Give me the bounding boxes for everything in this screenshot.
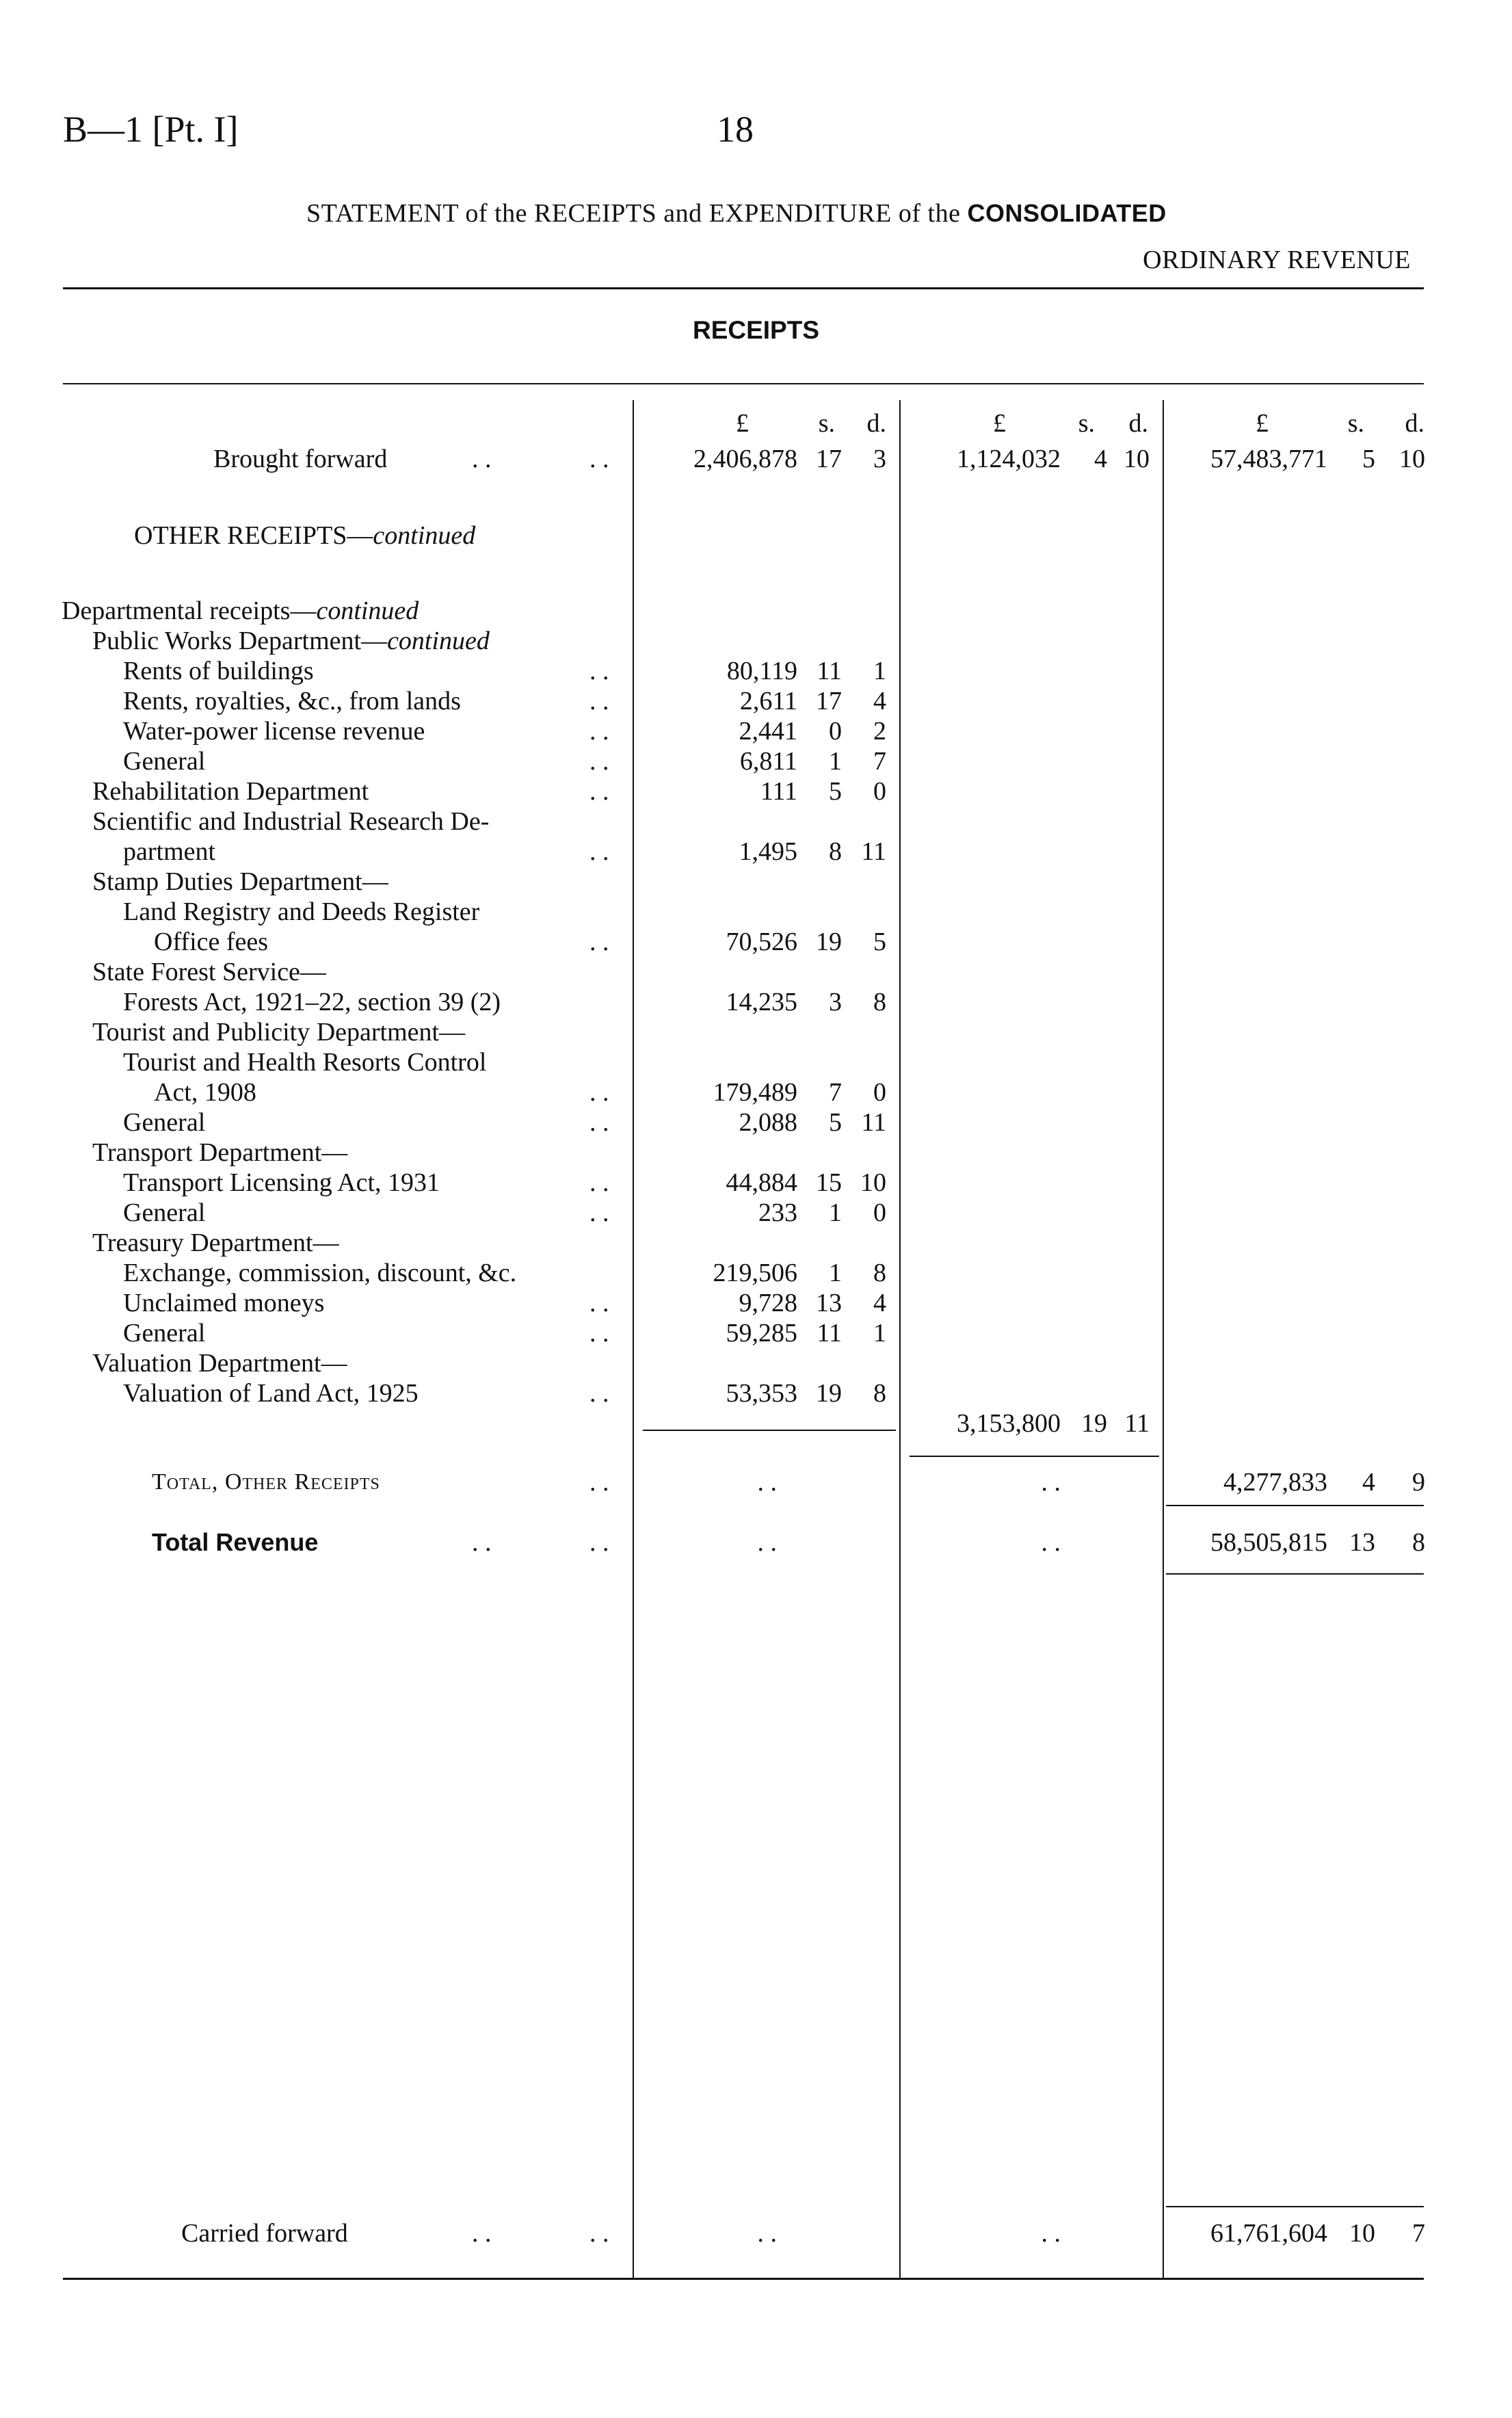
receipt-row <box>0 1227 1512 1259</box>
col2-shillings-unit: s. <box>1078 409 1095 438</box>
col1-pounds: 2,611 <box>739 687 797 715</box>
total-revenue-label: Total Revenue <box>152 1528 319 1556</box>
leader-dots: . . <box>472 445 492 473</box>
receipt-row-label: Tourist and Health Resorts Control <box>123 1048 487 1077</box>
receipt-row <box>0 1107 1512 1138</box>
col1-pounds: 2,088 <box>739 1108 797 1137</box>
brought-forward-label: Brought forward <box>213 445 388 473</box>
col1-shillings: 5 <box>829 777 842 806</box>
col1-pence: 0 <box>873 777 886 806</box>
col1-pounds: 233 <box>758 1198 797 1227</box>
leader-dots: . . <box>589 777 609 806</box>
receipt-row-label: Water-power license revenue <box>123 717 425 746</box>
brought-forward-row <box>0 443 1512 475</box>
col1-pence: 1 <box>873 657 886 685</box>
receipt-row-label: Rents, royalties, &c., from lands <box>123 687 461 715</box>
statement-title-text: STATEMENT of the RECEIPTS and EXPENDITURE of the <box>306 199 968 228</box>
receipt-row <box>0 1197 1512 1228</box>
col1-shillings: 11 <box>817 1319 842 1348</box>
col1-shillings: 1 <box>829 747 842 776</box>
units-row <box>0 408 1512 439</box>
receipt-row-label: Scientific and Industrial Research De- <box>92 807 490 836</box>
receipt-row-label: General <box>123 1108 206 1137</box>
col2-subtotal-rule <box>910 1456 1159 1457</box>
receipt-row-label: General <box>123 747 206 776</box>
receipt-row-label: Rents of buildings <box>123 657 314 685</box>
leader-dots: . . <box>589 837 609 866</box>
receipt-row <box>0 625 1512 657</box>
receipt-row-label: Act, 1908 <box>154 1078 256 1107</box>
col2-subtotal-shillings: 19 <box>1081 1409 1107 1438</box>
total-other-receipts-row <box>0 1467 1512 1498</box>
receipt-row-label: Valuation Department— <box>92 1349 347 1378</box>
receipt-row-label: Stamp Duties Department— <box>92 867 388 896</box>
receipt-row-label: Transport Department— <box>92 1138 348 1167</box>
receipt-row <box>0 1077 1512 1108</box>
col1-shillings: 3 <box>829 988 842 1016</box>
col1-pounds: 9,728 <box>739 1289 797 1317</box>
col1-pence: 1 <box>873 1319 886 1348</box>
statement-title-bold: CONSOLIDATED <box>967 199 1167 227</box>
col3-pounds: 57,483,771 <box>1210 445 1327 473</box>
col1-pence: 4 <box>873 1289 886 1317</box>
col1-pounds: 2,441 <box>739 717 797 746</box>
col1-dots: . . <box>757 1528 777 1557</box>
receipt-row <box>0 1378 1512 1409</box>
leader-dots: . . <box>589 717 609 746</box>
leader-dots: . . <box>589 687 609 715</box>
col1-pounds: 44,884 <box>726 1168 797 1197</box>
leader-dots: . . <box>589 1528 609 1557</box>
col1-shillings: 17 <box>816 687 842 715</box>
document-reference: B—1 [Pt. I] <box>63 109 239 150</box>
leader-dots: . . <box>589 1289 609 1317</box>
receipt-row-label: partment <box>123 837 216 866</box>
total-revenue-rule <box>1166 1573 1424 1575</box>
receipt-row <box>0 1317 1512 1349</box>
table-bottom-rule <box>63 2278 1424 2280</box>
col1-shillings: 0 <box>829 717 842 746</box>
receipt-row <box>0 806 1512 837</box>
col2-dots: . . <box>1041 1528 1061 1557</box>
receipt-row-label: Exchange, commission, discount, &c. <box>123 1259 517 1287</box>
carried-forward-pence: 7 <box>1412 2219 1425 2248</box>
col1-shillings: 19 <box>816 928 842 956</box>
receipt-row <box>0 926 1512 958</box>
col2-pounds: 1,124,032 <box>957 445 1061 473</box>
total-revenue-row <box>0 1527 1512 1558</box>
leader-dots: . . <box>589 1379 609 1408</box>
col2-pounds-unit: £ <box>993 409 1006 438</box>
carried-forward-row <box>0 2218 1512 2249</box>
col1-shillings: 13 <box>816 1289 842 1317</box>
col1-pounds: 80,119 <box>726 657 797 685</box>
leader-dots: . . <box>589 1319 609 1348</box>
receipt-row <box>0 866 1512 897</box>
carried-forward-label: Carried forward <box>181 2219 348 2248</box>
col1-pence: 5 <box>873 928 886 956</box>
receipt-row-label: Unclaimed moneys <box>123 1289 325 1317</box>
receipt-row-label <box>62 595 419 627</box>
carried-forward-shillings: 10 <box>1349 2219 1375 2248</box>
col1-pence: 8 <box>873 1379 886 1408</box>
receipt-row <box>0 1348 1512 1379</box>
col1-shillings-unit: s. <box>818 409 835 438</box>
receipt-row-label: State Forest Service— <box>92 958 326 986</box>
col1-dots: . . <box>757 1468 777 1497</box>
col2-dots: . . <box>1041 2219 1061 2248</box>
col1-pence: 11 <box>861 837 886 866</box>
carried-forward-pounds: 61,761,604 <box>1210 2219 1327 2248</box>
col1-pence: 2 <box>873 717 886 746</box>
receipt-row-label: Rehabilitation Department <box>92 777 369 806</box>
col3-pence: 10 <box>1399 445 1425 473</box>
leader-dots: . . <box>589 657 609 685</box>
col1-pounds: 70,526 <box>726 928 797 956</box>
col1-shillings: 1 <box>829 1259 842 1287</box>
subtotal-row <box>0 1408 1512 1439</box>
receipt-row-label: General <box>123 1198 206 1227</box>
total-revenue-pounds: 58,505,815 <box>1210 1528 1327 1557</box>
receipt-row-label: Tourist and Publicity Department— <box>92 1018 466 1047</box>
col1-pounds: 2,406,878 <box>693 445 797 473</box>
receipt-row <box>0 1137 1512 1168</box>
col1-pounds: 219,506 <box>713 1259 797 1287</box>
total-other-receipts-label: Total, Other Receipts <box>152 1469 380 1495</box>
col1-pence: 11 <box>861 1108 886 1137</box>
receipt-row-label: Transport Licensing Act, 1931 <box>123 1168 440 1197</box>
leader-dots: . . <box>589 445 609 473</box>
leader-dots: . . <box>472 2219 492 2248</box>
col1-pounds: 53,353 <box>726 1379 797 1408</box>
leader-dots: . . <box>589 1108 609 1137</box>
col1-pence: 0 <box>873 1078 886 1107</box>
col1-shillings: 19 <box>816 1379 842 1408</box>
total-other-shillings: 4 <box>1362 1468 1375 1497</box>
header-rule <box>63 287 1424 289</box>
col1-shillings: 17 <box>816 445 842 473</box>
page-number: 18 <box>717 109 754 150</box>
col1-pounds: 6,811 <box>739 747 797 776</box>
receipt-row-label: Valuation of Land Act, 1925 <box>123 1379 419 1408</box>
col1-pence: 4 <box>873 687 886 715</box>
other-receipts-continued: continued <box>373 521 476 550</box>
col1-pence-unit: d. <box>866 409 886 438</box>
col1-pounds: 1,495 <box>739 837 797 866</box>
receipt-row <box>0 1257 1512 1289</box>
receipt-row-label-italic: continued <box>316 596 419 625</box>
col1-shillings: 1 <box>829 1198 842 1227</box>
receipt-row <box>0 956 1512 988</box>
statement-title-line2: ORDINARY REVENUE <box>1143 246 1411 274</box>
leader-dots: . . <box>589 1468 609 1497</box>
col2-dots: . . <box>1041 1468 1061 1497</box>
leader-dots: . . <box>589 928 609 956</box>
receipt-row <box>0 1167 1512 1198</box>
other-receipts-heading <box>134 520 475 551</box>
col1-dots: . . <box>757 2219 777 2248</box>
receipt-row-label: Treasury Department— <box>92 1228 339 1257</box>
other-receipts-text: OTHER RECEIPTS— <box>134 521 373 550</box>
receipt-row <box>0 746 1512 777</box>
total-other-rule <box>1166 1505 1424 1506</box>
leader-dots: . . <box>472 1528 492 1557</box>
receipt-row <box>0 1016 1512 1048</box>
col1-shillings: 8 <box>829 837 842 866</box>
col1-pounds: 179,489 <box>713 1078 797 1107</box>
total-other-pence: 9 <box>1412 1468 1425 1497</box>
receipt-row <box>0 896 1512 928</box>
col1-pounds: 111 <box>760 777 797 806</box>
col3-pounds-unit: £ <box>1256 409 1269 438</box>
other-receipts-heading-row <box>0 520 1512 551</box>
section-heading: RECEIPTS <box>692 316 820 344</box>
col2-pence: 10 <box>1124 445 1150 473</box>
col1-shillings: 5 <box>829 1108 842 1137</box>
col3-shillings-unit: s. <box>1347 409 1364 438</box>
col1-pence: 10 <box>860 1168 886 1197</box>
total-revenue-pence: 8 <box>1412 1528 1425 1557</box>
total-other-pounds: 4,277,833 <box>1223 1468 1327 1497</box>
receipt-row <box>0 1047 1512 1078</box>
col1-shillings: 11 <box>817 657 842 685</box>
col1-pounds: 14,235 <box>726 988 797 1016</box>
col1-pence: 8 <box>873 988 886 1016</box>
receipt-row <box>0 1287 1512 1319</box>
receipt-row <box>0 655 1512 687</box>
col1-shillings: 15 <box>816 1168 842 1197</box>
col1-shillings: 7 <box>829 1078 842 1107</box>
leader-dots: . . <box>589 747 609 776</box>
col1-pounds: 59,285 <box>726 1319 797 1348</box>
col2-subtotal-pence: 11 <box>1124 1409 1150 1438</box>
col2-shillings: 4 <box>1094 445 1107 473</box>
receipt-row-label <box>92 625 490 657</box>
col2-pence-unit: d. <box>1128 409 1148 438</box>
leader-dots: . . <box>589 2219 609 2248</box>
col1-pounds-unit: £ <box>736 409 749 438</box>
leader-dots: . . <box>589 1078 609 1107</box>
receipt-row <box>0 595 1512 627</box>
col1-pence: 3 <box>873 445 886 473</box>
statement-title-line1 <box>306 198 1167 228</box>
receipt-row-label: Office fees <box>154 928 269 956</box>
carried-forward-top-rule <box>1166 2206 1424 2207</box>
receipt-row-label: Forests Act, 1921–22, section 39 (2) <box>123 988 501 1016</box>
leader-dots: . . <box>589 1168 609 1197</box>
col2-subtotal-pounds: 3,153,800 <box>957 1409 1061 1438</box>
col3-pence-unit: d. <box>1405 409 1424 438</box>
receipt-row-label-italic: continued <box>387 627 490 655</box>
col1-pence: 7 <box>873 747 886 776</box>
table-top-rule <box>63 383 1424 384</box>
receipt-row-label-text: Public Works Department— <box>92 627 388 655</box>
col3-shillings: 5 <box>1362 445 1375 473</box>
col1-pence: 0 <box>873 1198 886 1227</box>
total-revenue-shillings: 13 <box>1349 1528 1375 1557</box>
leader-dots: . . <box>589 1198 609 1227</box>
receipt-row-label: General <box>123 1319 206 1348</box>
receipt-row <box>0 776 1512 807</box>
receipt-row-label: Land Registry and Deeds Register <box>123 897 480 926</box>
receipt-row <box>0 986 1512 1018</box>
receipt-row <box>0 715 1512 747</box>
receipt-row-label-text: Departmental receipts— <box>62 596 317 625</box>
receipt-row <box>0 685 1512 717</box>
col1-pence: 8 <box>873 1259 886 1287</box>
receipt-row <box>0 836 1512 867</box>
